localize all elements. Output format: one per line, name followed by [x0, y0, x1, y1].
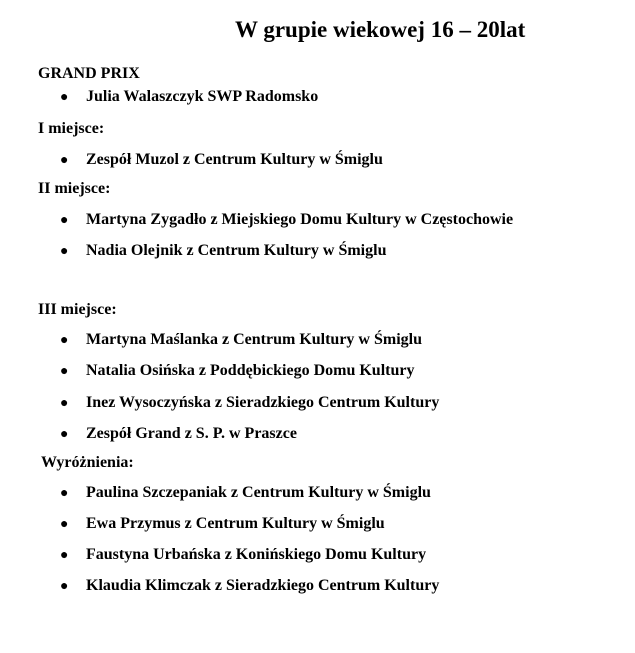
- list-item-text: Paulina Szczepaniak z Centrum Kultury w Śmiglu: [86, 484, 431, 501]
- list-item-text: Klaudia Klimczak z Sieradzkiego Centrum Kultury: [86, 577, 440, 594]
- list-item-text: Ewa Przymus z Centrum Kultury w Śmiglu: [86, 515, 385, 532]
- list-item: [60, 330, 422, 351]
- list-item: [60, 241, 386, 262]
- bullet-icon: ●: [60, 213, 69, 228]
- bullet-icon: ●: [60, 333, 69, 348]
- list-item: [60, 393, 439, 414]
- list-item-text: Martyna Maślanka z Centrum Kultury w Śmiglu: [86, 331, 422, 348]
- bullet-icon: ●: [60, 244, 69, 259]
- section-heading-second-place: II miejsce:: [38, 180, 111, 197]
- section-heading-first-place: I miejsce:: [38, 120, 105, 137]
- list-item-text: Faustyna Urbańska z Konińskiego Domu Kultury: [86, 546, 427, 563]
- bullet-icon: ●: [60, 517, 69, 532]
- section-heading-grand-prix: GRAND PRIX: [38, 65, 140, 82]
- list-item: [60, 483, 431, 504]
- list-item: [60, 361, 414, 382]
- bullet-icon: ●: [60, 364, 69, 379]
- section-heading-third-place: III miejsce:: [38, 301, 117, 318]
- list-item: [60, 87, 318, 108]
- list-item-text: Inez Wysoczyńska z Sieradzkiego Centrum Kultury: [86, 394, 440, 411]
- list-item: [60, 576, 439, 597]
- section-heading-honorable-mentions: Wyróżnienia:: [41, 454, 134, 471]
- list-item-text: Nadia Olejnik z Centrum Kultury w Śmiglu: [86, 242, 387, 259]
- list-item: [60, 545, 426, 566]
- list-item-text: Natalia Osińska z Poddębickiego Domu Kultury: [86, 362, 415, 379]
- bullet-icon: ●: [60, 579, 69, 594]
- list-item-text: Julia Walaszczyk SWP Radomsko: [86, 88, 319, 105]
- list-item-text: Zespół Grand z S. P. w Praszce: [86, 425, 297, 442]
- list-item: [60, 424, 297, 445]
- list-item-text: Zespół Muzol z Centrum Kultury w Śmiglu: [86, 151, 383, 168]
- list-item: [60, 210, 513, 231]
- page-title: W grupie wiekowej 16 – 20lat: [235, 17, 526, 42]
- bullet-icon: ●: [60, 396, 69, 411]
- bullet-icon: ●: [60, 548, 69, 563]
- list-item: [60, 514, 385, 535]
- bullet-icon: ●: [60, 427, 69, 442]
- list-item: [60, 150, 383, 171]
- bullet-icon: ●: [60, 153, 69, 168]
- bullet-icon: ●: [60, 90, 69, 105]
- list-item-text: Martyna Zygadło z Miejskiego Domu Kultury w Częstochowie: [86, 211, 514, 228]
- bullet-icon: ●: [60, 486, 69, 501]
